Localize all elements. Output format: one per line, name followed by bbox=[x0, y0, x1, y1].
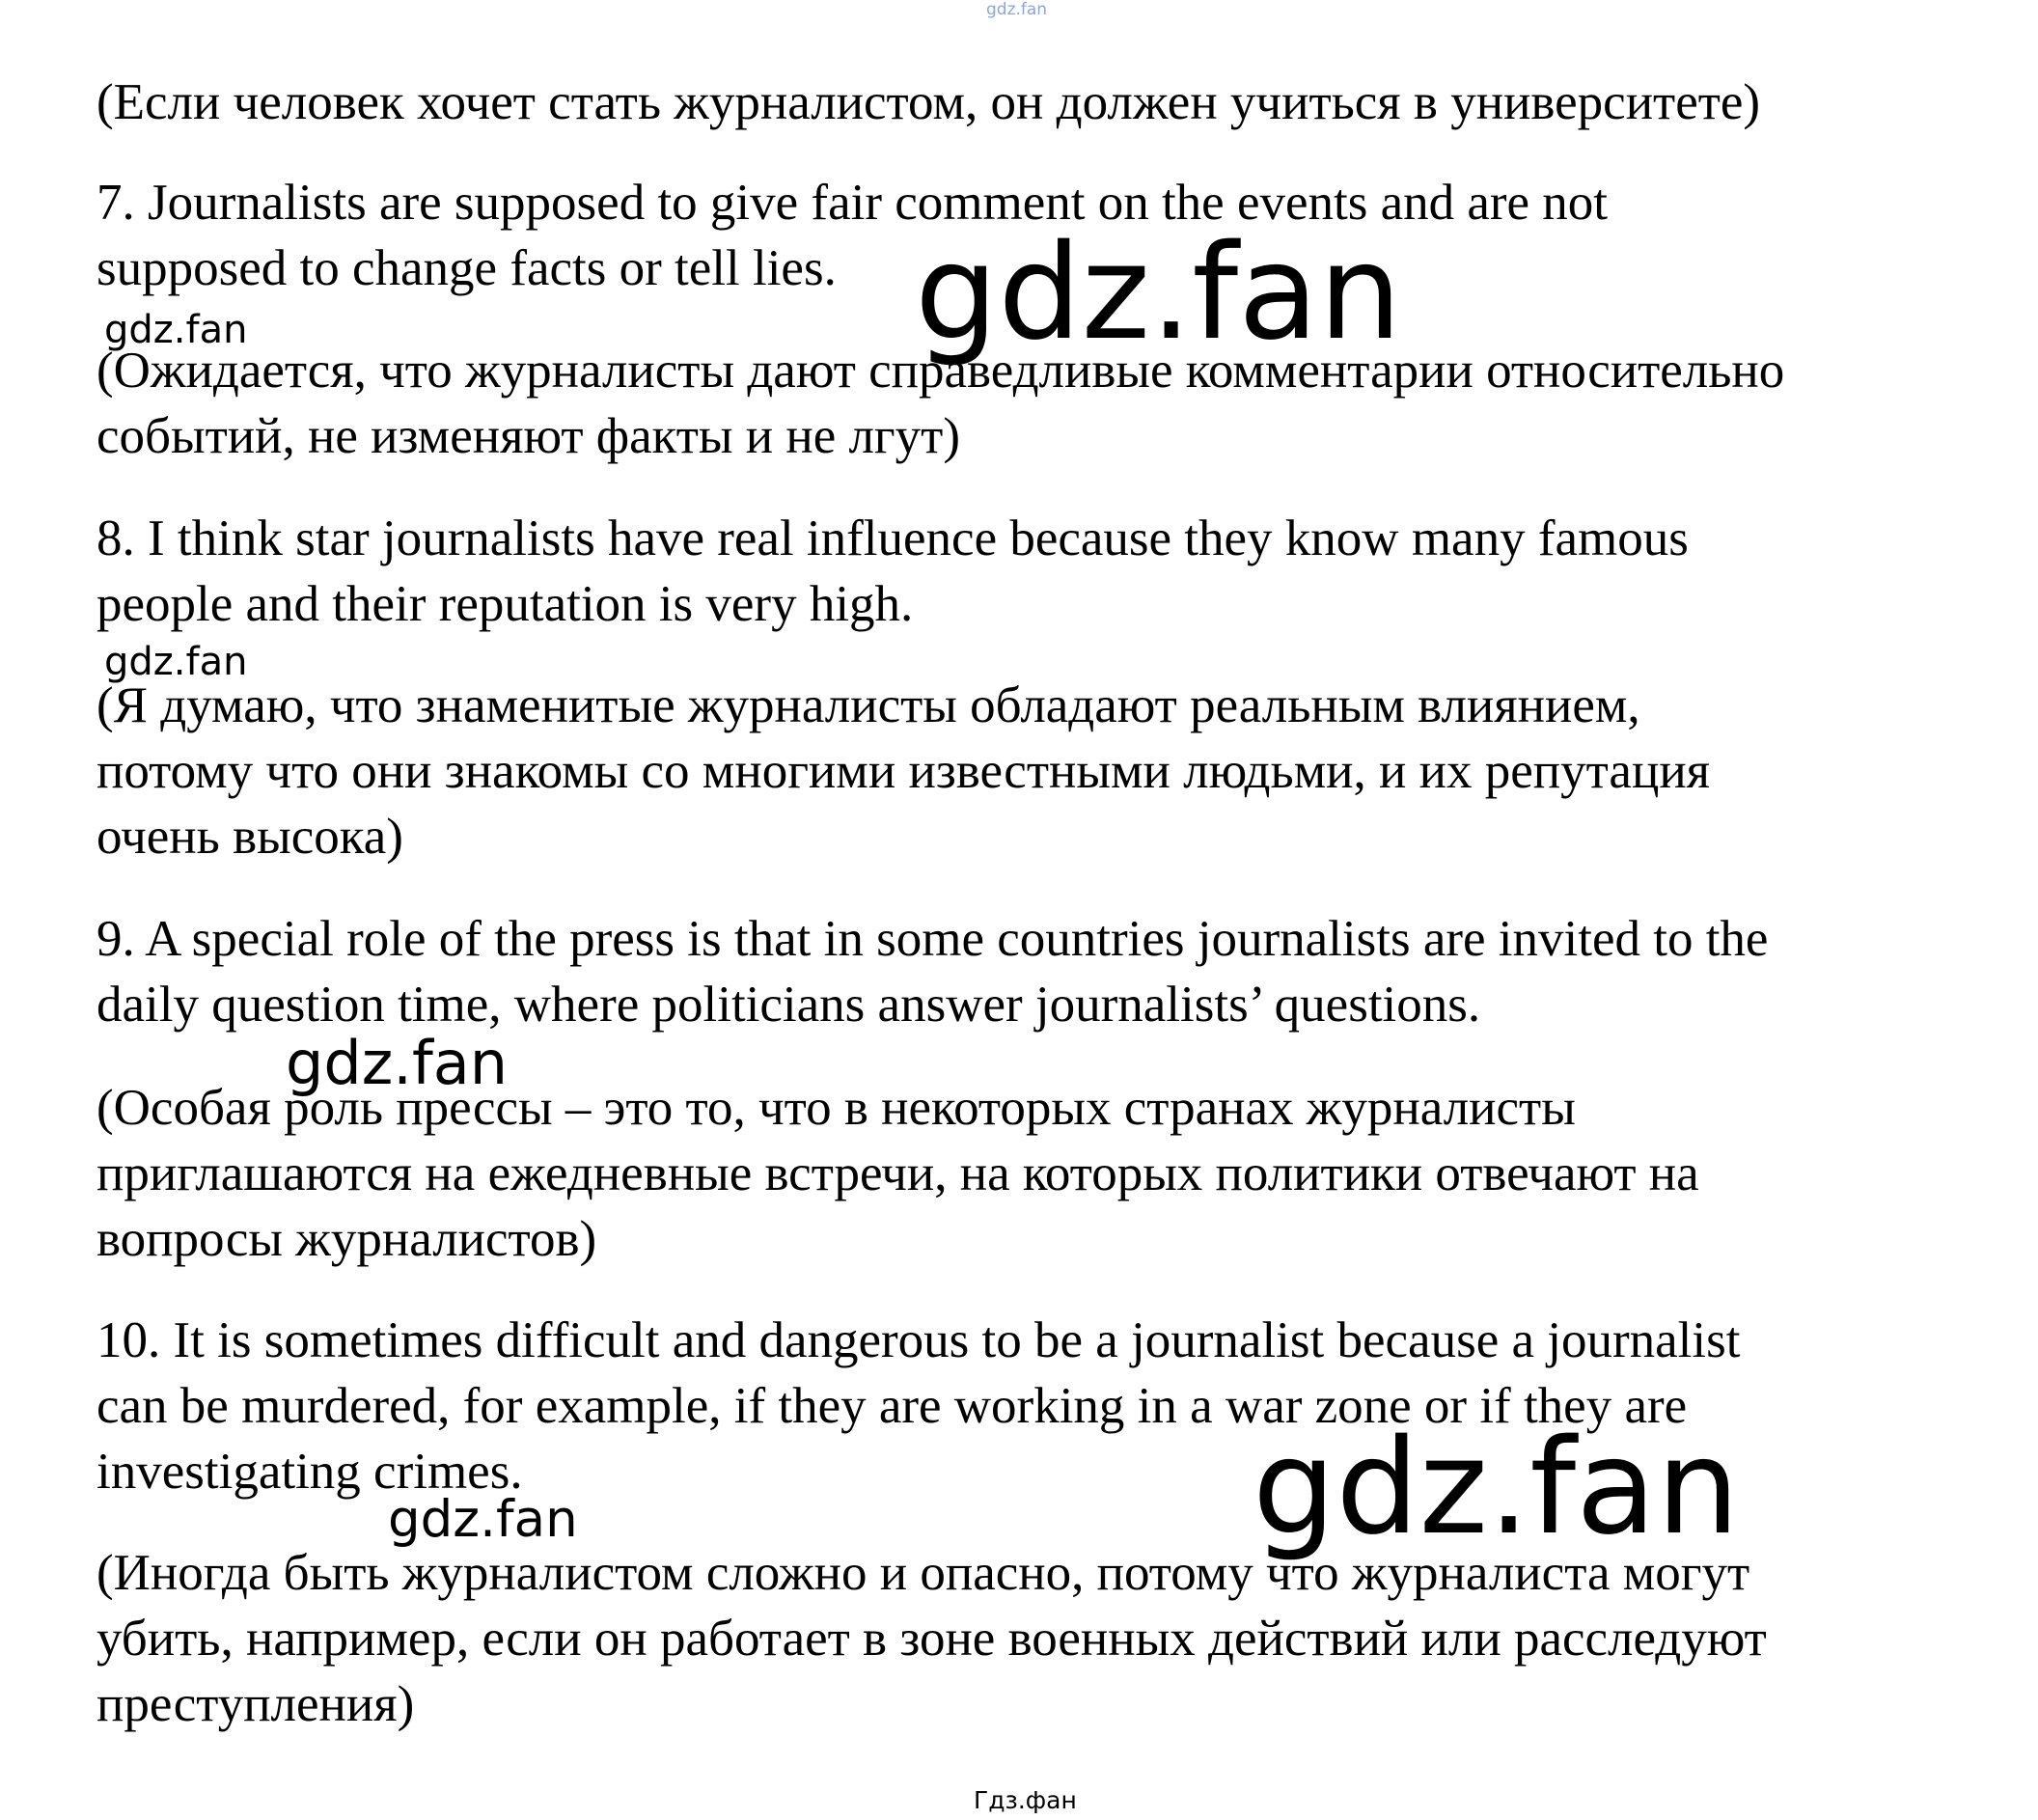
text-line: убить, например, если он работает в зоне военных действий или расследуют bbox=[96, 1611, 1767, 1667]
text-line: приглашаются на ежедневные встречи, на которых политики отвечают на bbox=[96, 1145, 1699, 1201]
watermark-large: gdz.fan bbox=[915, 217, 1402, 370]
text-line: потому что они знакомы со многими известными людьми, и их репутация bbox=[96, 743, 1711, 799]
item-10-russian bbox=[96, 1540, 1767, 1737]
item-8-russian bbox=[96, 673, 1710, 869]
item-9-russian bbox=[96, 1075, 1699, 1272]
intro-translation bbox=[96, 69, 1760, 135]
text-line: преступления) bbox=[96, 1676, 415, 1732]
watermark-small: gdz.fan bbox=[104, 640, 248, 684]
text-line: 9. A special role of the press is that in some countries journalists are invited to the bbox=[96, 911, 1769, 967]
text-line: 10. It is sometimes difficult and dangerous to be a journalist because a journalist bbox=[96, 1312, 1741, 1368]
text-line: событий, не изменяют факты и не лгут) bbox=[96, 408, 960, 464]
item-7-russian bbox=[96, 338, 1784, 469]
text-line: вопросы журналистов) bbox=[96, 1211, 597, 1267]
watermark-large: gdz.fan bbox=[1253, 1412, 1740, 1564]
text-line: 8. I think star journalists have real influence because they know many famous bbox=[96, 510, 1689, 566]
text-line: 7. Journalists are supposed to give fair comment on the events and are not bbox=[96, 175, 1609, 231]
text-line: daily question time, where politicians answer journalists’ questions. bbox=[96, 977, 1481, 1033]
text-line: (Я думаю, что знаменитые журналисты обладают реальным влиянием, bbox=[96, 677, 1640, 733]
text-line: очень высока) bbox=[96, 809, 403, 865]
text-line: people and their reputation is very high. bbox=[96, 576, 914, 632]
watermark-top: gdz.fan bbox=[986, 0, 1048, 19]
text-line: (Иногда быть журналистом сложно и опасно, потому что журналиста могут bbox=[96, 1545, 1750, 1601]
item-8-english bbox=[96, 506, 1689, 637]
watermark-small: gdz.fan bbox=[104, 308, 248, 352]
item-9-english bbox=[96, 906, 1768, 1037]
text-line: investigating crimes. bbox=[96, 1444, 523, 1500]
watermark-bottom: Гдз.фан bbox=[974, 1786, 1077, 1814]
text-line: (Ожидается, что журналисты дают справедливые комментарии относительно bbox=[96, 343, 1785, 399]
text-line: supposed to change facts or tell lies. bbox=[96, 240, 837, 296]
watermark-medium: gdz.fan bbox=[286, 1028, 509, 1098]
text-line: can be murdered, for example, if they are working in a war zone or if they are bbox=[96, 1378, 1688, 1434]
watermark-medium: gdz.fan bbox=[388, 1490, 578, 1549]
text-line: (Особая роль прессы – это то, что в некоторых странах журналисты bbox=[96, 1080, 1576, 1136]
text-line: (Если человек хочет стать журналистом, он должен учиться в университете) bbox=[96, 74, 1761, 130]
